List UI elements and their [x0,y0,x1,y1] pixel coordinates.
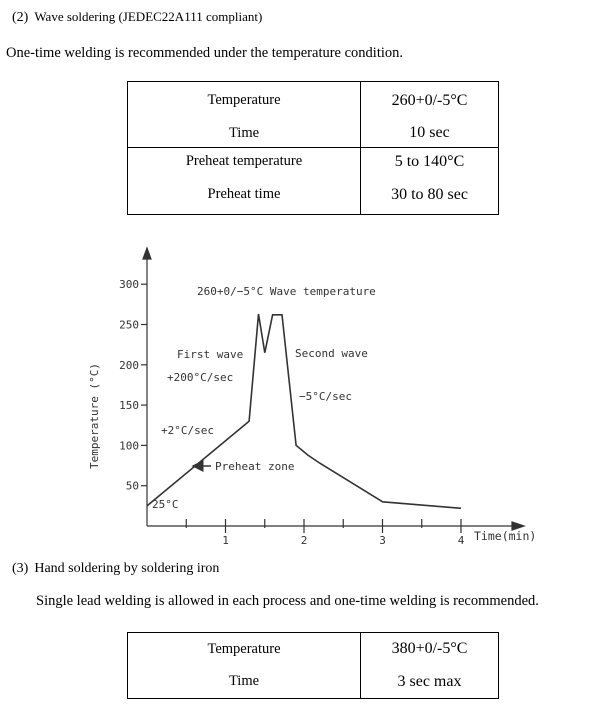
first-wave-label: First wave [177,348,244,361]
table-label-time: Time [228,124,260,141]
table-row [128,120,499,148]
hand-table-label-temperature: Temperature [207,640,281,657]
preheat-rate-label: +2°C/sec [161,424,214,437]
y-tick-label: 50 [125,479,139,493]
table-label-temperature: Temperature [207,92,281,109]
section-3-number: (3) [12,561,29,576]
table-value-preheat-temperature: 5 to 140°C [361,148,499,176]
table-value-time: 10 sec [361,120,499,148]
section-2-intro: One-time welding is recommended under the temperature condition. [6,45,404,61]
y-axis-arrow [143,248,151,259]
hand-soldering-table [127,632,499,699]
x-tick-label: 3 [379,534,386,547]
hand-table-label-time: Time [228,673,260,690]
y-tick-label: 150 [119,399,139,413]
y-tick-label: 250 [119,318,139,332]
table-label-preheat-temperature: Preheat temperature [128,148,361,176]
x-axis-label: Time(min) [474,529,537,543]
table-row [128,666,499,699]
y-axis-label: Temperature (°C) [88,363,101,469]
table-value-temperature: 260+0/-5°C [361,82,499,120]
y-tick-label: 300 [119,278,139,292]
hand-table-value-temperature: 380+0/-5°C [361,633,499,666]
section-2-title: Wave soldering (JEDEC22A111 compliant) [34,9,263,24]
x-tick-label: 2 [300,534,308,547]
x-ticks [186,519,464,547]
table-label-preheat-time: Preheat time [207,186,281,203]
table-row [128,176,499,215]
table-row [128,633,499,666]
x-tick-label: 4 [457,534,465,547]
y-tick-label: 200 [119,358,139,372]
wave-soldering-table [127,81,499,215]
section-3-title: Hand soldering by soldering iron [34,561,220,576]
table-row [128,148,499,176]
x-tick-label: 1 [222,534,229,547]
section-3-heading [12,561,219,577]
second-wave-rate-label: −5°C/sec [299,390,352,403]
start-temperature-label: 25°C [152,498,179,511]
wave-temperature-label: 260+0/−5°C Wave temperature [197,285,376,298]
section-2-heading [12,9,262,26]
table-value-preheat-time: 30 to 80 sec [361,176,499,215]
hand-table-value-time: 3 sec max [361,666,499,699]
second-wave-label: Second wave [295,347,368,360]
preheat-zone-label: Preheat zone [215,460,295,473]
section-2-number: (2) [12,10,29,25]
first-wave-rate-label: +200°C/sec [167,371,234,384]
section-3-intro: Single lead welding is allowed in each process and one-time welding is recommended. [36,593,539,609]
temperature-profile-line [147,314,461,508]
chart-series [147,314,461,508]
y-tick-label: 100 [119,439,139,453]
table-row [128,82,499,120]
y-ticks [119,278,147,493]
wave-soldering-profile-chart [0,238,595,553]
